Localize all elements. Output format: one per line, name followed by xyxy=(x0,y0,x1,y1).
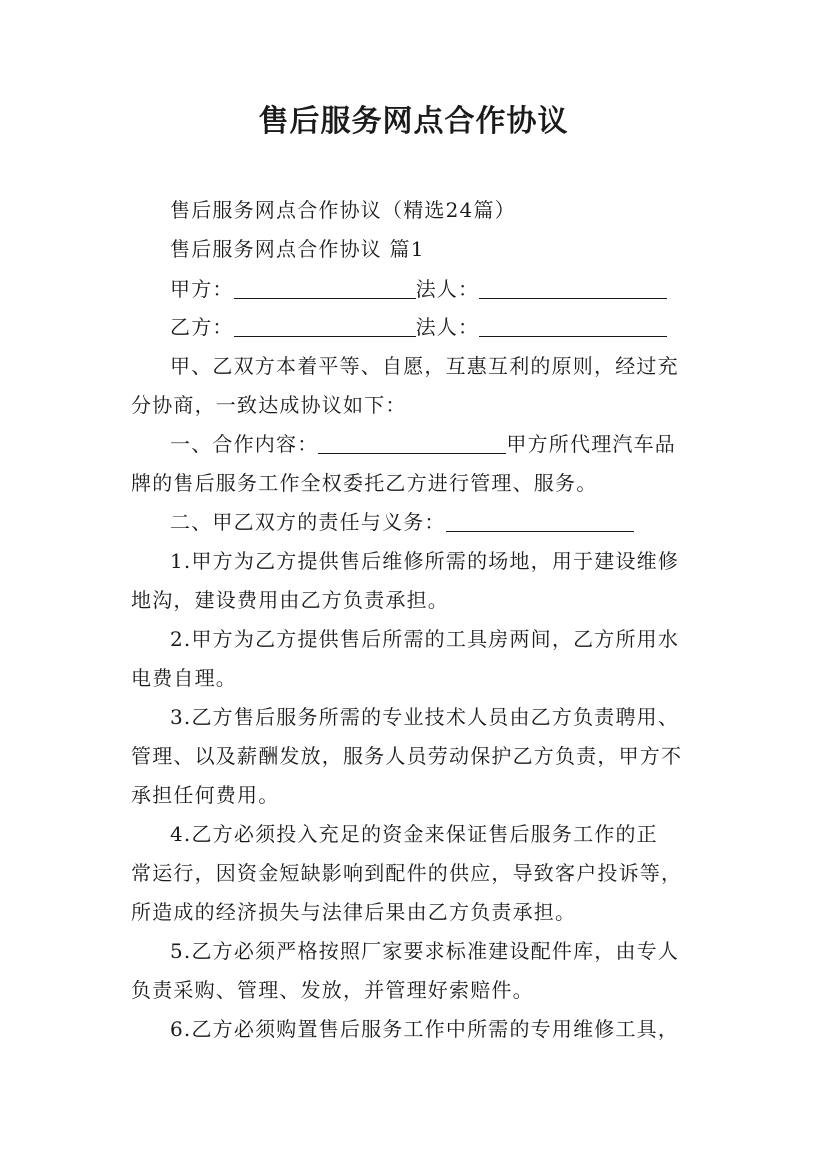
party-b-label: 乙方： xyxy=(170,315,234,339)
intro-line-2: 分协商，一致达成协议如下： xyxy=(131,393,407,417)
party-b-name-blank xyxy=(234,314,416,337)
party-a-label: 甲方： xyxy=(170,277,234,301)
section1-blank xyxy=(318,431,506,454)
section1-line-2: 牌的售后服务工作全权委托乙方进行管理、服务。 xyxy=(131,471,598,495)
item3-line-2: 管理、以及薪酬发放，服务人员劳动保护乙方负责，甲方不 xyxy=(131,744,683,768)
chapter-heading: 售后服务网点合作协议 篇1 xyxy=(170,237,425,261)
document-subtitle: 售后服务网点合作协议（精选24篇） xyxy=(170,198,516,222)
party-a-name-blank xyxy=(234,276,416,299)
party-b-legal-label: 法人： xyxy=(415,315,480,339)
item3-line-3: 承担任何费用。 xyxy=(131,783,280,807)
item2-line-1: 2.甲方为乙方提供售后所需的工具房两间，乙方所用水 xyxy=(170,627,680,651)
item5-line-2: 负责采购、管理、发放，并管理好索赔件。 xyxy=(131,978,534,1002)
item6-line-1: 6.乙方必须购置售后服务工作中所需的专用维修工具， xyxy=(170,1017,680,1041)
item1-line-2: 地沟，建设费用由乙方负责承担。 xyxy=(131,588,449,612)
party-b-legal-blank xyxy=(479,314,667,337)
section1-prefix: 一、合作内容： xyxy=(170,432,319,456)
item1-line-1: 1.甲方为乙方提供售后维修所需的场地，用于建设维修 xyxy=(170,549,680,573)
item2-line-2: 电费自理。 xyxy=(131,666,237,690)
item4-line-1: 4.乙方必须投入充足的资金来保证售后服务工作的正 xyxy=(170,822,658,846)
item3-line-1: 3.乙方售后服务所需的专业技术人员由乙方负责聘用、 xyxy=(170,705,680,729)
party-a-legal-blank xyxy=(479,276,667,299)
item4-line-3: 所造成的经济损失与法律后果由乙方负责承担。 xyxy=(131,900,577,924)
section2-blank xyxy=(446,509,634,532)
item4-line-2: 常运行，因资金短缺影响到配件的供应，导致客户投诉等， xyxy=(131,861,683,885)
document-title: 售后服务网点合作协议 xyxy=(258,104,569,139)
section1-suffix: 甲方所代理汽车品 xyxy=(506,432,677,456)
intro-line-1: 甲、乙双方本着平等、自愿，互惠互利的原则，经过充 xyxy=(170,354,679,378)
party-a-line xyxy=(170,270,750,308)
section1-line-1 xyxy=(170,425,750,463)
section2-line xyxy=(170,503,750,541)
party-a-legal-label: 法人： xyxy=(415,277,480,301)
section2-prefix: 二、甲乙双方的责任与义务： xyxy=(170,510,446,534)
item5-line-1: 5.乙方必须严格按照厂家要求标准建设配件库，由专人 xyxy=(170,939,680,963)
party-b-line xyxy=(170,308,750,346)
